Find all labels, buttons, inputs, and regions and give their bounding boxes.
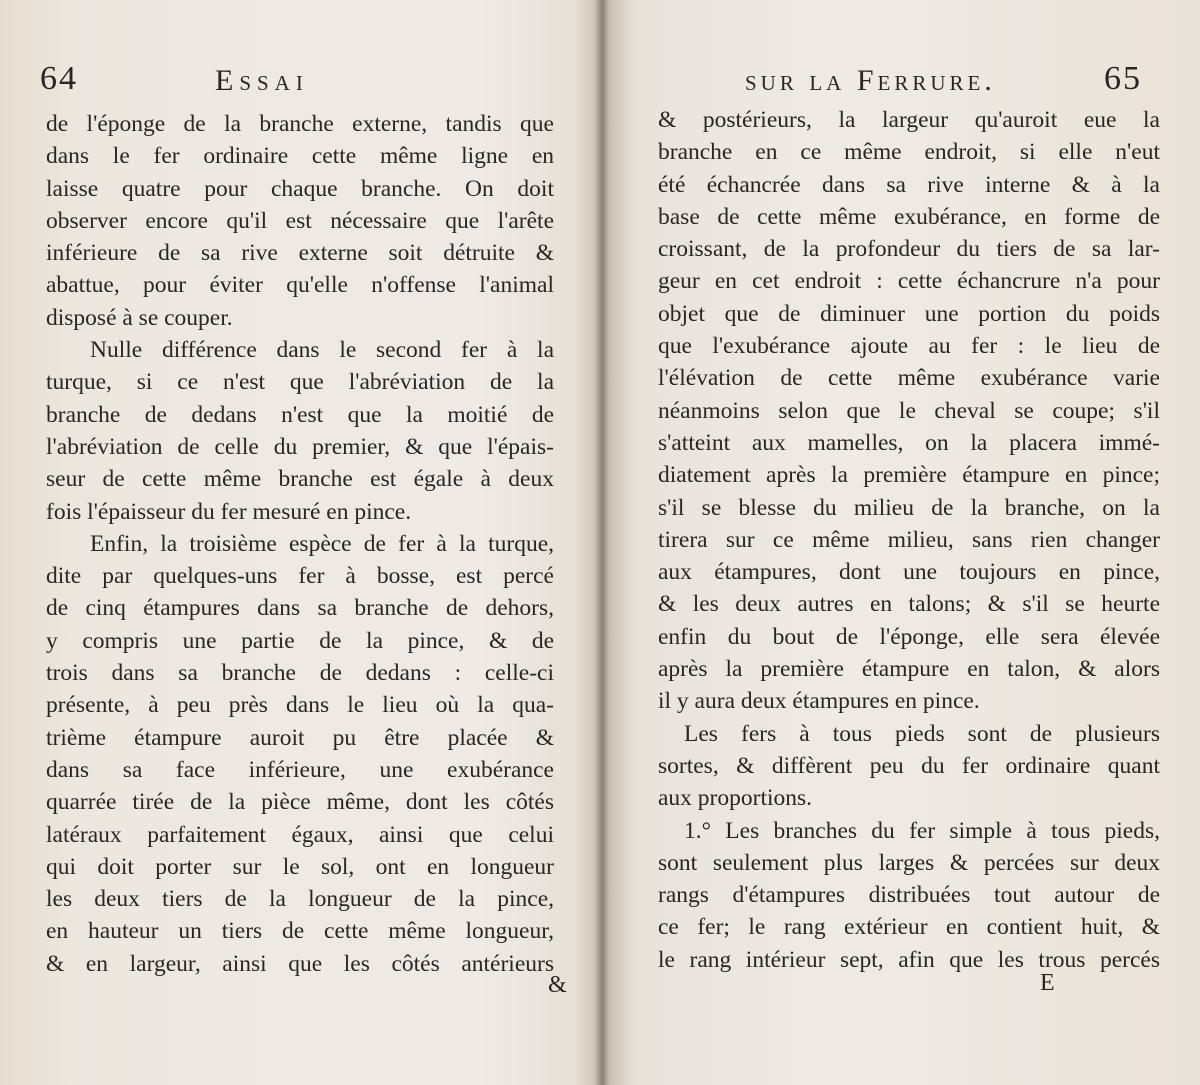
- text-line: dans sa face inférieure, une exubérance: [46, 756, 554, 783]
- text-line: & en largeur, ainsi que les côtés antérieurs: [46, 950, 554, 977]
- text-line: seur de cette même branche est égale à deux: [46, 466, 554, 493]
- text-line: trois dans sa branche de dedans : celle-ci: [46, 660, 554, 687]
- text-line: l'abréviation de celle du premier, & que l'épais-: [46, 433, 554, 460]
- text-line: il y aura deux étampures en pince.: [658, 688, 980, 715]
- text-line: observer encore qu'il est nécessaire que l'arête: [46, 207, 554, 234]
- text-line: ce fer; le rang extérieur en contient huit, &: [658, 914, 1160, 941]
- text-line: base de cette même exubérance, en forme de: [658, 203, 1160, 230]
- text-line: & postérieurs, la largeur qu'auroit eue la: [658, 107, 1160, 133]
- right-page: [610, 0, 1200, 1085]
- text-line: néanmoins selon que le cheval se coupe; s'il: [658, 397, 1160, 424]
- text-line: geur en cet endroit : cette échancrure n'a pour: [658, 268, 1160, 295]
- text-line: aux proportions.: [658, 785, 813, 812]
- text-line: tirera sur ce même milieu, sans rien changer: [658, 526, 1160, 553]
- text-line: branche en ce même endroit, si elle n'eut: [658, 139, 1160, 166]
- text-line: de cinq étampures dans sa branche de dehors,: [46, 595, 554, 622]
- text-line: branche de dedans n'est que la moitié de: [46, 401, 554, 428]
- text-line: Nulle différence dans le second fer à la: [90, 337, 554, 364]
- text-line: & les deux autres en talons; & s'il se heurte: [658, 591, 1160, 618]
- text-line: dans le fer ordinaire cette même ligne en: [46, 143, 554, 170]
- text-line: croissant, de la profondeur du tiers de sa lar-: [658, 236, 1160, 263]
- text-line: disposé à se couper.: [46, 304, 233, 331]
- right-page-text: [658, 104, 1160, 976]
- text-line: Enfin, la troisième espèce de fer à la turque,: [90, 530, 554, 557]
- text-line: enfin du bout de l'éponge, elle sera élevée: [658, 623, 1160, 650]
- text-line: latéraux parfaitement égaux, ainsi que celui: [46, 821, 554, 848]
- text-line: l'élévation de cette même exubérance varie: [658, 365, 1160, 392]
- text-line: objet que de diminuer une portion du poids: [658, 300, 1160, 327]
- text-line: trième étampure auroit pu être placée &: [46, 724, 554, 751]
- page-number: 64: [40, 60, 78, 97]
- signature-mark: E: [1040, 970, 1055, 996]
- text-line: laisse quatre pour chaque branche. On doit: [46, 175, 554, 202]
- text-line: inférieure de sa rive externe soit détruite &: [46, 240, 554, 267]
- text-line: y compris une partie de la pince, & de: [46, 627, 554, 654]
- text-line: que l'exubérance ajoute au fer : le lieu de: [658, 333, 1160, 360]
- text-line: de l'éponge de la branche externe, tandis que: [46, 111, 554, 137]
- text-line: les deux tiers de la longueur de la pince,: [46, 886, 554, 913]
- text-line: présente, à peu près dans le lieu où la qua-: [46, 692, 554, 719]
- text-line: s'atteint aux mamelles, on la placera immé-: [658, 429, 1160, 456]
- text-line: rangs d'étampures distribuées tout autour de: [658, 882, 1160, 909]
- text-line: qui doit porter sur le sol, ont en longueur: [46, 853, 554, 880]
- text-line: quarrée tirée de la pièce même, dont les côtés: [46, 789, 554, 816]
- text-line: Les fers à tous pieds sont de plusieurs: [684, 720, 1160, 747]
- left-page-header: [0, 60, 590, 110]
- text-line: 1.° Les branches du fer simple à tous pieds,: [684, 817, 1160, 844]
- running-head: sur la Ferrure.: [745, 64, 996, 97]
- left-page: [0, 0, 590, 1085]
- running-head: Essai: [215, 64, 309, 97]
- text-line: diatement après la première étampure en pince;: [658, 462, 1160, 489]
- text-line: été échancrée dans sa rive interne & à la: [658, 171, 1160, 198]
- text-line: aux étampures, dont une toujours en pince,: [658, 559, 1160, 586]
- text-line: sont seulement plus larges & percées sur deux: [658, 849, 1160, 876]
- text-line: sortes, & diffèrent peu du fer ordinaire quant: [658, 752, 1160, 779]
- text-line: turque, si ce n'est que l'abréviation de la: [46, 369, 554, 396]
- text-line: abattue, pour éviter qu'elle n'offense l'animal: [46, 272, 554, 299]
- right-page-header: [610, 60, 1200, 110]
- text-line: après la première étampure en talon, & alors: [658, 656, 1160, 683]
- text-line: dite par quelques-uns fer à bosse, est percé: [46, 563, 554, 590]
- text-line: le rang intérieur sept, afin que les trous percés: [658, 946, 1160, 973]
- text-line: s'il se blesse du milieu de la branche, on la: [658, 494, 1160, 521]
- text-line: fois l'épaisseur du fer mesuré en pince.: [46, 498, 412, 525]
- text-line: en hauteur un tiers de cette même longueur,: [46, 918, 554, 945]
- page-number: 65: [1104, 60, 1142, 97]
- catchword: &: [548, 972, 567, 998]
- left-page-text: [46, 108, 554, 980]
